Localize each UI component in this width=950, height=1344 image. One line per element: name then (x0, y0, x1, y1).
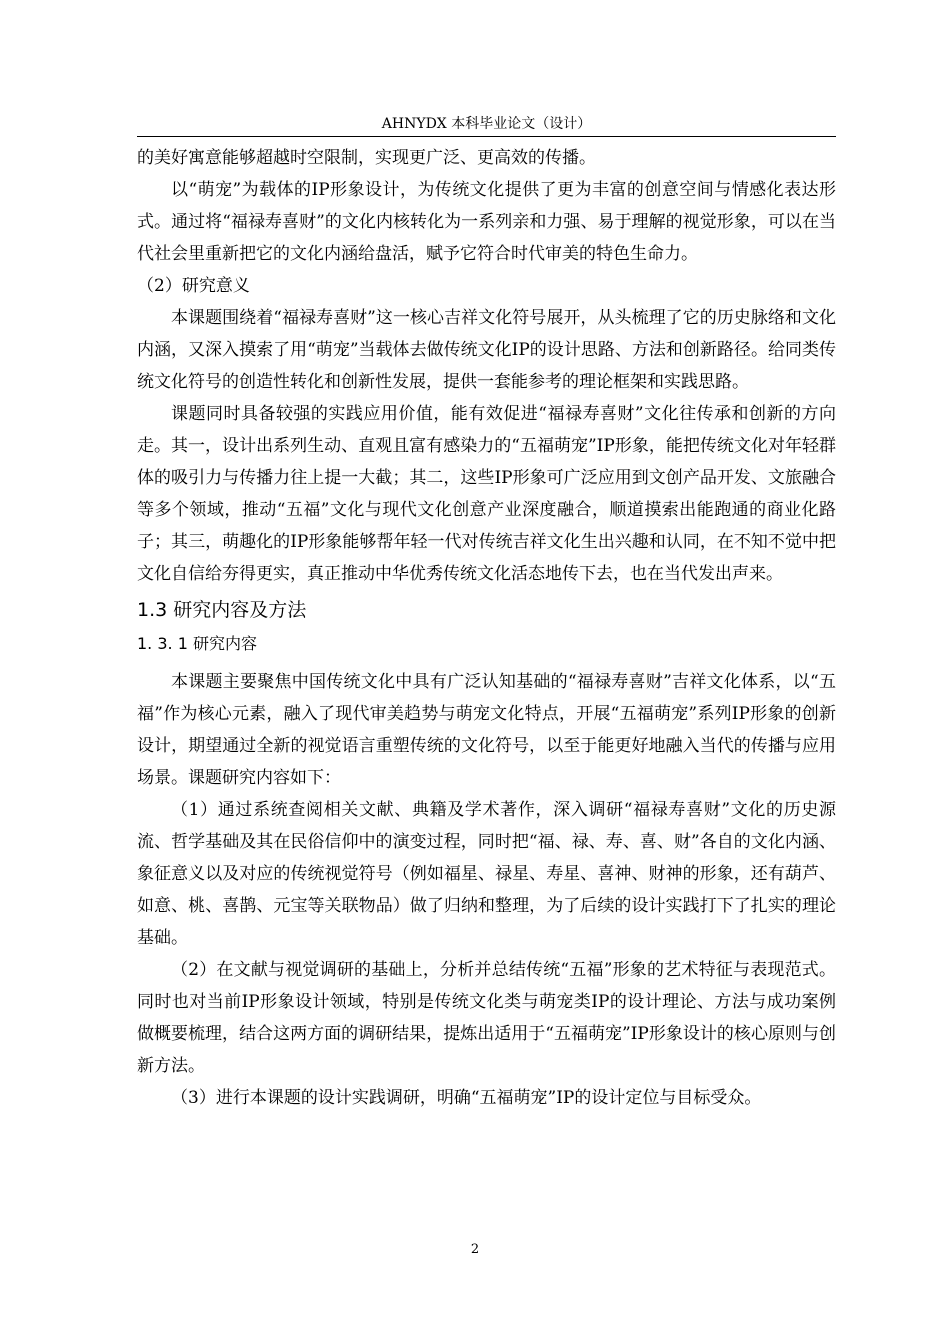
paragraph-continued: 的美好寓意能够超越时空限制，实现更广泛、更高效的传播。 (137, 148, 596, 168)
list-item: （2）在文献与视觉调研的基础上，分析并总结传统“五福”形象的艺术特征与表现范式。同时也对当前IP形象设计领域，特别是传统文化类与萌宠类IP的设计理论、方法与成功案例做概要梳理，结合这两方面的调研结果，提炼出适用于“五福萌宠”IP形象设计的核心原则与创新方法。 (137, 960, 836, 1076)
list-item: （3）进行本课题的设计实践调研，明确“五福萌宠”IP的设计定位与目标受众。 (171, 1088, 762, 1108)
header-rule (137, 136, 836, 137)
paragraph: 以“萌宠”为载体的IP形象设计，为传统文化提供了更为丰富的创意空间与情感化表达形式。通过将“福禄寿喜财”的文化内核转化为一系列亲和力强、易于理解的视觉形象，可以在当代社会里重新把它的文化内涵给盘活，赋予它符合时代审美的特色生命力。 (137, 180, 836, 264)
paragraph: 本课题围绕着“福禄寿喜财”这一核心吉祥文化符号展开，从头梳理了它的历史脉络和文化内涵，又深入摸索了用“萌宠”当载体去做传统文化IP的设计思路、方法和创新路径。给同类传统文化符号的创造性转化和创新性发展，提供一套能参考的理论框架和实践思路。 (137, 308, 836, 392)
running-header: AHNYDX 本科毕业论文（设计） (381, 116, 592, 132)
subsection-heading: 1. 3. 1 研究内容 (137, 634, 257, 653)
paragraph: 本课题主要聚焦中国传统文化中具有广泛认知基础的“福禄寿喜财”吉祥文化体系，以“五福”作为核心元素，融入了现代审美趋势与萌宠文化特点，开展“五福萌宠”系列IP形象的创新设计，期望通过全新的视觉语言重塑传统的文化符号，以至于能更好地融入当代的传播与应用场景。课题研究内容如下： (137, 672, 836, 788)
subsection-label: （2）研究意义 (137, 276, 250, 296)
paragraph: 课题同时具备较强的实践应用价值，能有效促进“福禄寿喜财”文化往传承和创新的方向走。其一，设计出系列生动、直观且富有感染力的“五福萌宠”IP形象，能把传统文化对年轻群体的吸引力与传播力往上提一大截；其二，这些IP形象可广泛应用到文创产品开发、文旅融合等多个领域，推动“五福”文化与现代文化创意产业深度融合，顺道摸索出能跑通的商业化路子；其三，萌趣化的IP形象能够帮年轻一代对传统吉祥文化生出兴趣和认同，在不知不觉中把文化自信给夯得更实，真正推动中华优秀传统文化活态地传下去，也在当代发出声来。 (137, 404, 836, 584)
page-number: 2 (470, 1242, 480, 1257)
section-heading: 1.3 研究内容及方法 (137, 599, 307, 621)
body-text (137, 142, 836, 1114)
list-item: （1）通过系统查阅相关文献、典籍及学术著作，深入调研“福禄寿喜财”文化的历史源流、哲学基础及其在民俗信仰中的演变过程，同时把“福、禄、寿、喜、财”各自的文化内涵、象征意义以及对应的传统视觉符号（例如福星、禄星、寿星、喜神、财神的形象，还有葫芦、如意、桃、喜鹊、元宝等关联物品）做了归纳和整理，为了后续的设计实践打下了扎实的理论基础。 (137, 800, 836, 948)
